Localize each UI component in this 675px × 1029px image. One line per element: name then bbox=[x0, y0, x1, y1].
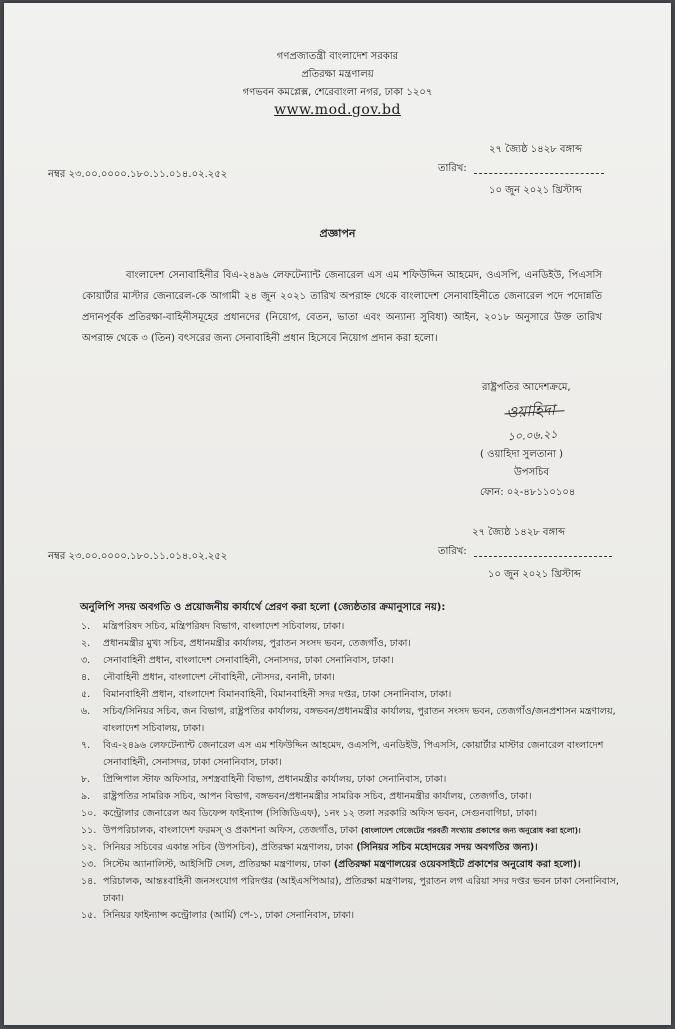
copy-list-heading: অনুলিপি সদয় অবগতি ও প্রয়োজনীয় কার্যার্থে প্রেরণ করা হলো (জ্যেষ্ঠতার ক্রমানুসারে নয়): bbox=[80, 602, 446, 613]
date-label: তারিখ: bbox=[438, 163, 467, 174]
list-item: ১৫. সিনিয়র ফাইন্যান্স কন্ট্রোলার (আর্মি) পে-১, ঢাকা সেনানিবাস, ঢাকা। bbox=[81, 910, 355, 921]
list-item: ১৩. সিস্টেম অ্যানালিস্ট, আইসিটি সেল, প্রতিরক্ষা মন্ত্রণালয়, ঢাকা (প্রতিরক্ষা মন্ত্রণালয়ের ওয়েবসাইটে প্রকাশের অনুরোধ করা হলো)। bbox=[81, 859, 581, 870]
list-item: ৯. রাষ্ট্রপতির সামরিক সচিব, আপন বিভাগ, বঙ্গভবন/প্রধানমন্ত্রীর সামরিক সচিব, প্রধানমন্ত্রীর কার্যালয়, তেজগাঁও, ঢাকা। bbox=[81, 791, 532, 802]
date-label-2: তারিখ: bbox=[438, 546, 467, 557]
date-divider-2 bbox=[474, 556, 612, 557]
list-item: ৭. বিএ-২৪৯৬ লেফটেন্যান্ট জেনারেল এস এম শফিউদ্দিন আহমেদ, ওএসপি, এনডিইউ, পিএসসি, কোয়ার্টার মাস্টার জেনারেল বাংলাদেশ সেনাবাহিনী, সেনাসদর, ঢাকা সেনানিবাস, ঢাকা। bbox=[81, 740, 604, 768]
list-item: ৩. সেনাবাহিনী প্রধান, বাংলাদেশ সেনাবাহিনী, সেনাসদর, ঢাকা সেনানিবাস, ঢাকা। bbox=[81, 655, 394, 666]
date-english: ১০ জুন ২০২১ খ্রিস্টাব্দ bbox=[489, 185, 582, 196]
memo-number-2: নম্বর ২৩.০০.০০০০.১৮০.১১.০১৪.০২.২৫২ bbox=[48, 551, 228, 562]
signatory-name: ( ওয়াহিদা সুলতানা ) bbox=[480, 449, 564, 460]
signature-mark: ওয়াহিদা bbox=[505, 400, 556, 422]
notification-title: প্রজ্ঞাপন bbox=[319, 227, 356, 240]
list-item: ১২. সিনিয়র সচিবের একান্ত সচিব (উপসচিব), প্রতিরক্ষা মন্ত্রণালয়, ঢাকা (সিনিয়র সচিব মহোদয়ের সদয় অবগতির জন্য)। bbox=[81, 842, 538, 853]
header-government: গণপ্রজাতন্ত্রী বাংলাদেশ সরকার bbox=[276, 51, 399, 62]
header-address: গণভবন কমপ্লেক্স, শেরেবাংলা নগর, ঢাকা ১২০৭ bbox=[242, 87, 433, 98]
list-item: ১০. কন্ট্রোলার জেনারেল অব ডিফেন্স ফাইন্যান্স (সিজিডিএফ), ১নং ১২ তলা সরকারি অফিস ভবন, সেগুনবাগিচা, ঢাকা। bbox=[81, 808, 538, 819]
list-item: ৬. সচিব/সিনিয়র সচিব, জন বিভাগ, রাষ্ট্রপতির কার্যালয়, বঙ্গভবন/প্রধানমন্ত্রীর কার্যালয়, পুরাতন সংসদ ভবন, তেজগাঁও/জনপ্রশাসন মন্ত্রণালয়, বাংলাদেশ সচিবালয়, ঢাকা। bbox=[81, 706, 616, 734]
list-item: ১১. উপপরিচালক, বাংলাদেশ ফরমস্ ও প্রকাশনা অফিস, তেজগাঁও, ঢাকা (বাংলাদেশ গেজেটের পরবর্তী সংখ্যায় প্রকাশের জন্য অনুরোধ করা হলো)। bbox=[81, 825, 581, 836]
handwritten-signature bbox=[506, 399, 558, 448]
date-divider bbox=[474, 173, 604, 174]
header-website-link[interactable]: www.mod.gov.bd bbox=[274, 102, 401, 118]
date-bangla: ২৭ জ্যৈষ্ঠ ১৪২৮ বঙ্গাব্দ bbox=[489, 144, 583, 155]
list-item: ৮. প্রিন্সিপাল স্টাফ অফিসার, সশস্ত্রবাহিনী বিভাগ, প্রধানমন্ত্রীর কার্যালয়, ঢাকা সেনানিবাস, ঢাকা। bbox=[81, 774, 447, 785]
signatory-phone: ফোন: ০২-৪৮১১০১০৪ bbox=[480, 487, 576, 498]
signatory-designation: উপসচিব bbox=[514, 467, 550, 478]
document-page bbox=[4, 3, 671, 1025]
list-item: ৪. নৌবাহিনী প্রধান, বাংলাদেশ নৌবাহিনী, নৌসদর, বনানী, ঢাকা। bbox=[81, 672, 335, 683]
list-item: ১. মন্ত্রিপরিষদ সচিব, মন্ত্রিপরিষদ বিভাগ, বাংলাদেশ সচিবালয়, ঢাকা। bbox=[81, 621, 345, 632]
date-bangla-2: ২৭ জ্যৈষ্ঠ ১৪২৮ বঙ্গাব্দ bbox=[472, 527, 566, 538]
list-item: ১৪. পরিচালক, আন্তঃবাহিনী জনসংযোগ পরিদপ্তর (আইএসপিআর), প্রতিরক্ষা মন্ত্রণালয়, পুরাতন লগ এরিয়া সদর দপ্তর ভবন ঢাকা সেনানিবাস, ঢাকা। bbox=[81, 876, 619, 904]
memo-number: নম্বর ২৩.০০.০০০০.১৮০.১১.০১৪.০২.২৫২ bbox=[48, 169, 228, 180]
date-english-2: ১০ জুন ২০২১ খ্রিস্টাব্দ bbox=[488, 569, 581, 580]
signature-date: ১০.০৬.২১ bbox=[507, 427, 558, 444]
list-item: ৫. বিমানবাহিনী প্রধান, বাংলাদেশ বিমানবাহিনী, বিমানবাহিনী সদর দপ্তর, ঢাকা সেনানিবাস, ঢাকা। bbox=[81, 689, 452, 700]
copy-list bbox=[81, 618, 641, 924]
notification-body: বাংলাদেশ সেনাবাহিনীর বিএ-২৪৯৬ লেফটেন্যান্ট জেনারেল এস এম শফিউদ্দিন আহমেদ, ওএসপি, এনডিইউ, পিএসসি কোয়ার্টার মাস্টার জেনারেল-কে আগামী ২৪ জুন ২০২১ তারিখ অপরাহ্ন থেকে বাংলাদেশ সেনাবাহিনীতে জেনারেল পদে পদোন্নতি প্রদানপূর্বক প্রতিরক্ষা-বাহিনীসমূহের প্রধানদের (নিয়োগ, বেতন, ভাতা এবং অন্যান্য সুবিধা) আইন, ২০১৮ অনুসারে উক্ত তারিখ অপরাহ্ন থেকে ৩ (তিন) বৎসরের জন্য সেনাবাহিনী প্রধান হিসেবে নিয়োগ প্রদান করা হলো। bbox=[82, 270, 602, 344]
signature-order-line: রাষ্ট্রপতির আদেশক্রমে, bbox=[482, 382, 571, 393]
header-ministry: প্রতিরক্ষা মন্ত্রণালয় bbox=[301, 69, 374, 80]
list-item: ২. প্রধানমন্ত্রীর মুখ্য সচিব, প্রধানমন্ত্রীর কার্যালয়, পুরাতন সংসদ ভবন, তেজগাঁও, ঢাকা। bbox=[81, 638, 411, 649]
